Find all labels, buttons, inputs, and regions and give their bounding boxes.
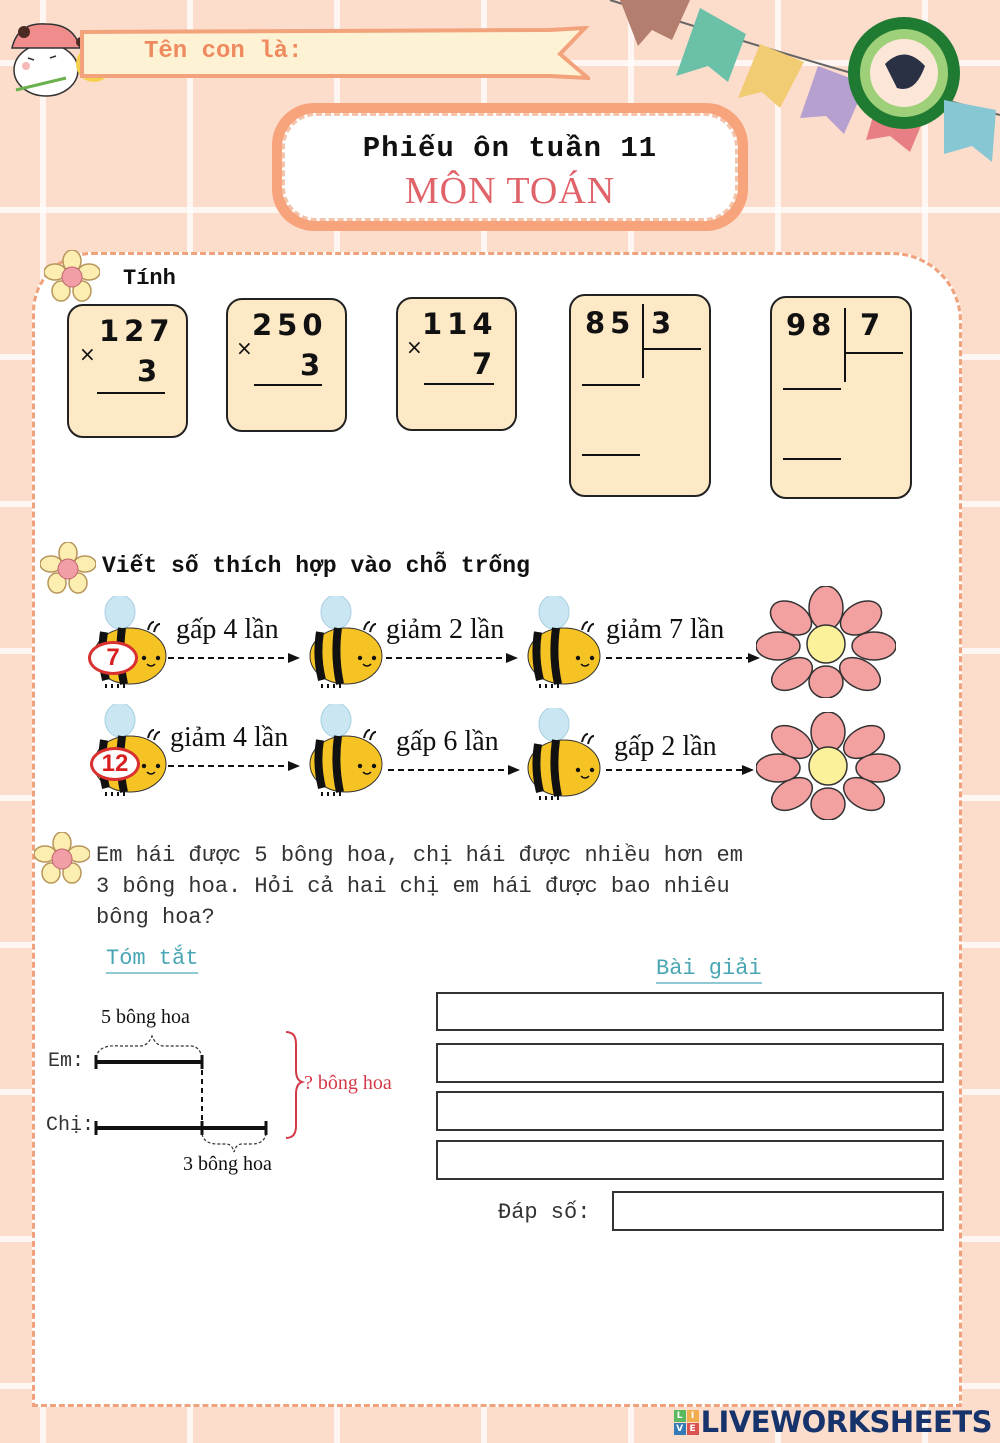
division-bar [642, 304, 644, 378]
multiply-sign: × [406, 335, 423, 359]
solution-line-4 [436, 1140, 944, 1180]
multiplicand: 250 [252, 308, 328, 342]
multiplier: 3 [137, 354, 163, 388]
result-line [424, 383, 494, 385]
dashed-arrow-icon [606, 765, 754, 775]
solution-line-1 [436, 992, 944, 1031]
student-name-banner [80, 26, 590, 80]
result-line [254, 384, 322, 386]
chain2-blank-2[interactable] [528, 756, 592, 784]
operation-label: giảm 4 lần [170, 722, 289, 753]
bunting-flag-blue [940, 100, 1000, 167]
division-bar [844, 308, 846, 382]
result-line [97, 392, 165, 394]
chain1-blank-1[interactable] [310, 644, 374, 672]
word-problem [96, 840, 743, 933]
summary-heading: Tóm tắt [106, 946, 198, 974]
word-problem-line-1: Em hái được 5 bông hoa, chị hái được nhiều hơn em [96, 843, 743, 868]
flower-bullet-icon [34, 832, 90, 884]
division-card-1 [569, 294, 711, 497]
dashed-arrow-icon [606, 653, 760, 663]
quotient-line [643, 348, 701, 350]
division-card-2 [770, 296, 912, 499]
operation-label: giảm 7 lần [606, 614, 725, 645]
solution-input-1[interactable] [438, 994, 942, 1029]
work-line [783, 388, 841, 390]
flower-bullet-icon [40, 542, 96, 594]
operation-label: gấp 6 lần [396, 726, 499, 757]
worksheet-title-box [272, 103, 748, 231]
solution-input-2[interactable] [438, 1045, 942, 1081]
start-number: 7 [106, 644, 120, 671]
final-answer-input[interactable] [614, 1193, 942, 1229]
multiply-sign: × [236, 336, 253, 360]
work-line [582, 454, 640, 456]
quotient-line [845, 352, 903, 354]
solution-heading: Bài giải [656, 956, 762, 984]
diagram-row-chi: Chị: [46, 1114, 95, 1137]
dashed-arrow-icon [388, 765, 520, 775]
worksheet-title: Phiếu ôn tuần 11 [362, 132, 658, 165]
bee-icon [516, 708, 608, 800]
division-quotient-1[interactable] [647, 352, 707, 384]
dashed-arrow-icon [168, 761, 300, 771]
section-title-calculate: Tính [123, 266, 176, 291]
liveworksheets-brand [674, 1405, 992, 1439]
bee-icon [298, 704, 390, 796]
start-number: 12 [101, 750, 129, 777]
student-name-input[interactable] [320, 36, 544, 70]
multiplication-answer-2[interactable] [244, 390, 330, 426]
multiplicand: 127 [99, 314, 175, 348]
final-answer-label: Đáp số: [498, 1200, 591, 1225]
multiplication-answer-3[interactable] [414, 389, 500, 425]
multiplication-answer-1[interactable] [87, 398, 171, 434]
multiplication-card-2 [226, 298, 347, 432]
operation-label: gấp 4 lần [176, 614, 279, 645]
dashed-arrow-icon [386, 653, 518, 663]
chain1-result[interactable] [796, 630, 860, 658]
chain1-blank-2[interactable] [528, 644, 592, 672]
divisor: 3 [651, 306, 677, 340]
brand-name: LIVEWORKSHEETS [700, 1405, 992, 1439]
chain2-blank-1[interactable] [310, 752, 374, 780]
multiplier: 3 [300, 348, 326, 382]
subject-title: MÔN TOÁN [404, 170, 616, 212]
dividend: 85 [585, 306, 636, 340]
final-answer-box [612, 1191, 944, 1231]
operation-label: gấp 2 lần [614, 731, 717, 762]
solution-input-4[interactable] [438, 1142, 942, 1178]
diagram-bottom-label: 3 bông hoa [183, 1153, 272, 1175]
flower-bullet-icon [44, 250, 100, 302]
multiplication-card-3 [396, 297, 517, 431]
dividend: 98 [786, 308, 837, 342]
section-title-fill-numbers: Viết số thích hợp vào chỗ trống [102, 553, 530, 579]
multiplier: 7 [472, 347, 498, 381]
chain2-result[interactable] [798, 754, 862, 782]
brand-logo-icon: L I V E [674, 1410, 699, 1435]
diagram-total-label: ? bông hoa [304, 1072, 392, 1094]
solution-line-3 [436, 1091, 944, 1131]
diagram-row-em: Em: [48, 1050, 85, 1073]
multiplication-card-1 [67, 304, 188, 438]
work-line [783, 458, 841, 460]
bee-icon [298, 596, 390, 688]
solution-input-3[interactable] [438, 1093, 942, 1129]
student-name-label: Tên con là: [144, 38, 303, 65]
operation-label: giảm 2 lần [386, 614, 505, 645]
word-problem-line-3: bông hoa? [96, 905, 215, 930]
multiplicand: 114 [422, 307, 498, 341]
dashed-arrow-icon [168, 653, 300, 663]
division-quotient-2[interactable] [849, 356, 909, 388]
work-line [582, 384, 640, 386]
solution-line-2 [436, 1043, 944, 1083]
divisor: 7 [860, 308, 886, 342]
word-problem-line-2: 3 bông hoa. Hỏi cả hai chị em hái được bao nhiêu [96, 874, 730, 899]
bee-icon [516, 596, 608, 688]
multiply-sign: × [79, 342, 96, 366]
diagram-top-label: 5 bông hoa [101, 1006, 190, 1028]
